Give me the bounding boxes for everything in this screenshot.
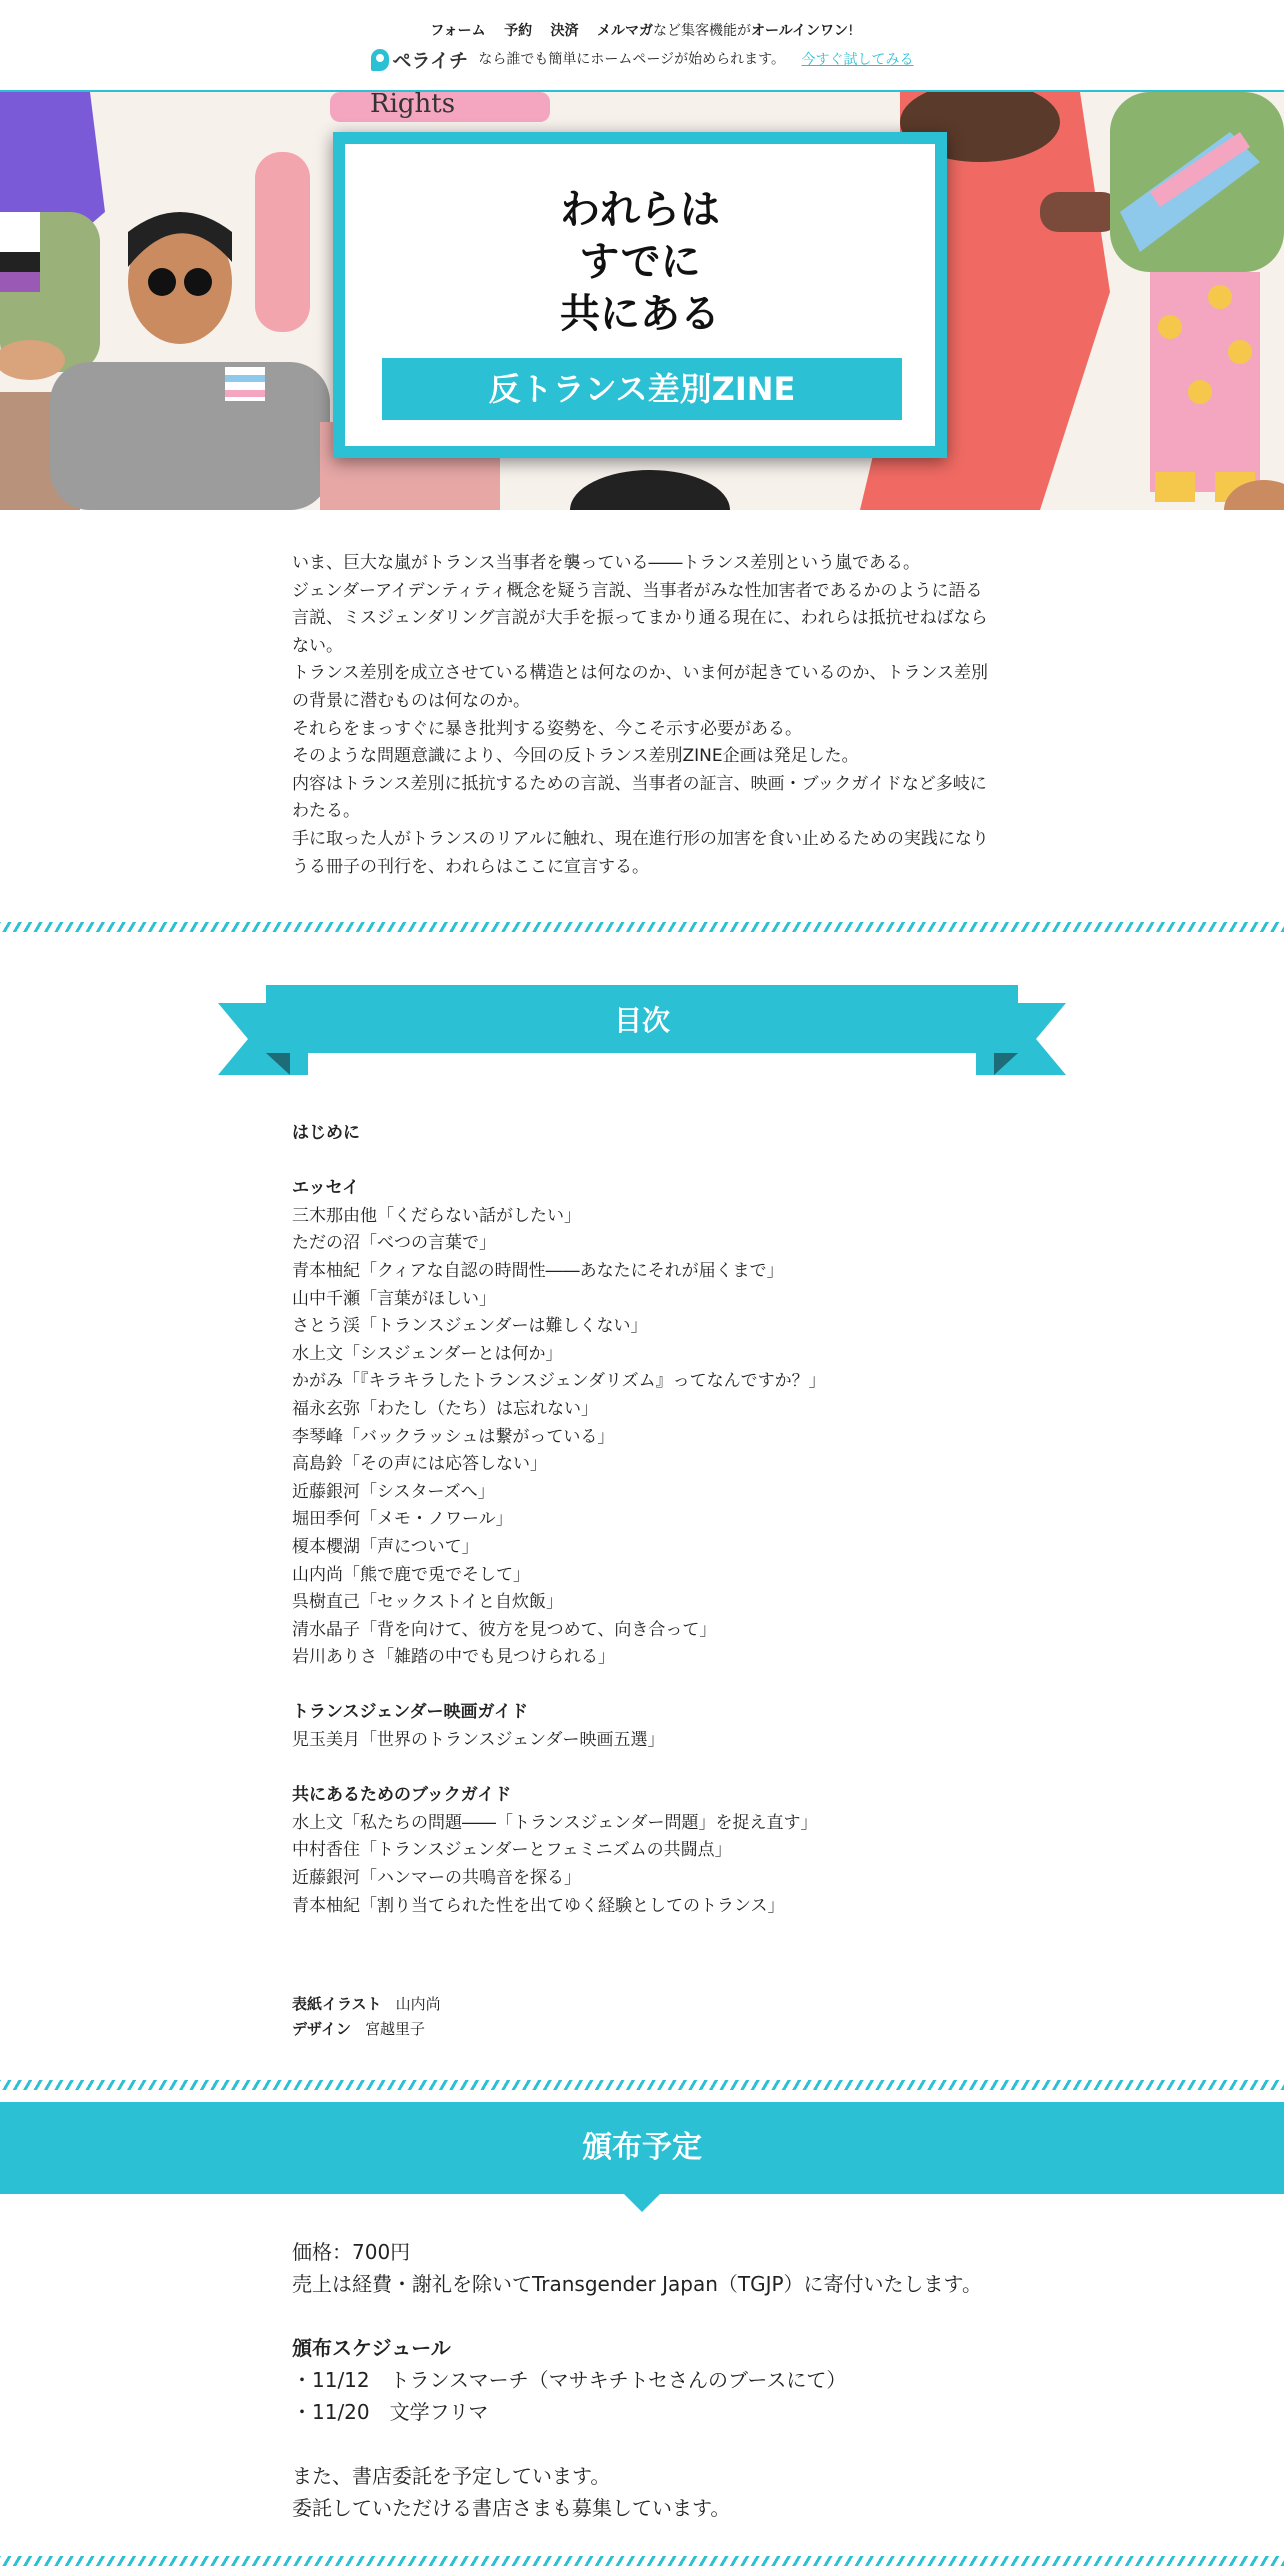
- note-text: また、書店委託を予定しています。: [292, 2464, 611, 2488]
- promo-tagline-row: [0, 46, 1284, 73]
- intro-paragraph: ジェンダーアイデンティティ概念を疑う言説、当事者がみな性加害者であるかのように語る言説、ミスジェンダリング言説が大手を振ってまかり通る現在に、われらは抵抗せねばならない。: [292, 580, 988, 656]
- peraichi-logo-icon: [371, 49, 389, 71]
- stripe-divider: [0, 2556, 1284, 2566]
- try-now-link[interactable]: 今すぐ試してみる: [801, 51, 914, 68]
- toc-item: 青本柚紀「クィアな自認の時間性――あなたにそれが届くまで」: [292, 1260, 784, 1281]
- toc-heading: エッセイ: [292, 1178, 360, 1199]
- toc-item: 高島鈴「その声には応答しない」: [292, 1454, 547, 1475]
- toc-list: [292, 1120, 1052, 1920]
- hero-title-line: われらは: [560, 187, 720, 233]
- hero-title-card: [333, 132, 947, 458]
- promo-tagline: なら誰でも簡単にホームページが始められます。: [478, 51, 786, 68]
- promo-item-payment: 決済: [550, 23, 579, 39]
- schedule-heading: 頒布スケジュール: [292, 2336, 451, 2360]
- distribution-title: 頒布予定: [582, 2130, 702, 2165]
- toc-heading: 共にあるためのブックガイド: [292, 1785, 512, 1806]
- intro-paragraph: そのような問題意識により、今回の反トランス差別ZINE企画は発足した。: [292, 746, 859, 767]
- toc-item: 李琴峰「バックラッシュは繋がっている」: [292, 1426, 615, 1447]
- toc-title: 目次: [613, 1004, 670, 1037]
- sign-text: Rights: [370, 92, 456, 119]
- intro-paragraph: 内容はトランス差別に抵抗するための言説、当事者の証言、映画・ブックガイドなど多岐にわたる。: [292, 773, 987, 822]
- schedule-item: ・11/12 トランスマーチ（マサキチトセさんのブースにて）: [292, 2368, 847, 2392]
- toc-item: 青本柚紀「割り当てられた性を出てゆく経験としてのトランス」: [292, 1895, 785, 1916]
- note-text: 委託していただける書店さまも募集しています。: [292, 2496, 731, 2520]
- intro-paragraph: いま、巨大な嵐がトランス当事者を襲っている――トランス差別という嵐である。: [292, 553, 920, 573]
- hero-section: [0, 92, 1284, 510]
- credit-name: 宮越里子: [364, 2020, 425, 2038]
- hero-title-line: すでに: [579, 239, 701, 285]
- toc-item: 三木那由他「くだらない話がしたい」: [292, 1205, 581, 1226]
- toc-item: 榎本櫻湖「声について」: [292, 1536, 479, 1557]
- toc-heading: はじめに: [292, 1123, 360, 1143]
- hero-subtitle-badge: 反トランス差別ZINE: [382, 358, 902, 420]
- toc-item: 清水晶子「背を向けて、彼方を見つめて、向き合って」: [292, 1619, 717, 1640]
- intro-paragraph: 手に取った人がトランスのリアルに触れ、現在進行形の加害を食い止めるための実践になりうる冊子の刊行を、われらはここに宣言する。: [292, 828, 989, 877]
- toc-item: 福永玄弥「わたし（たち）は忘れない」: [292, 1398, 598, 1419]
- stripe-divider: [0, 2080, 1284, 2090]
- toc-item: 近藤銀河「シスターズへ」: [292, 1481, 495, 1502]
- promo-allinone: オールインワン: [751, 23, 849, 39]
- brand-name: ペライチ: [392, 50, 468, 72]
- credit-row: [292, 1992, 441, 2017]
- toc-item: 水上文「シスジェンダーとは何か」: [292, 1343, 563, 1364]
- intro-paragraph: それらをまっすぐに暴き批判する姿勢を、今こそ示す必要がある。: [292, 718, 802, 739]
- toc-item: 中村香住「トランスジェンダーとフェミニズムの共闘点」: [292, 1840, 732, 1861]
- peraichi-logo[interactable]: [371, 46, 468, 73]
- toc-item: かがみ「『キラキラしたトランスジェンダリズム』ってなんですか？」: [292, 1371, 826, 1392]
- intro-text: [292, 550, 992, 881]
- price-text: 価格：700円: [292, 2240, 411, 2264]
- credit-role: 表紙イラスト: [292, 1995, 382, 2013]
- promo-item-reserve: 予約: [504, 23, 533, 39]
- toc-item: ただの沼「べつの言葉で」: [292, 1233, 496, 1254]
- hero-title-line: 共にある: [560, 291, 720, 337]
- toc-item: 山中千瀬「言葉がほしい」: [292, 1288, 496, 1309]
- toc-item: 児玉美月「世界のトランスジェンダー映画五選」: [292, 1730, 665, 1751]
- credits: [292, 1992, 441, 2042]
- promo-text: など集客機能が: [653, 23, 751, 39]
- promo-bar: [0, 0, 1284, 92]
- hero-title: [345, 184, 935, 340]
- toc-item: 水上文「私たちの問題――「トランスジェンダー問題」を捉え直す」: [292, 1812, 818, 1833]
- toc-item: 近藤銀河「ハンマーの共鳴音を探る」: [292, 1868, 581, 1889]
- toc-item: さとう渓「トランスジェンダーは難しくない」: [292, 1316, 648, 1337]
- schedule-item: ・11/20 文学フリマ: [292, 2400, 489, 2424]
- promo-features: [0, 20, 1284, 40]
- promo-item-mailmag: メルマガ: [597, 23, 653, 39]
- intro-paragraph: トランス差別を成立させている構造とは何なのか、いま何が起きているのか、トランス差別の背景に潜むものは何なのか。: [292, 663, 988, 711]
- hero-title-card-inner: [345, 144, 935, 446]
- credit-name: 山内尚: [395, 1995, 441, 2013]
- toc-heading: トランスジェンダー映画ガイド: [292, 1702, 528, 1723]
- promo-item-form: フォーム: [430, 23, 486, 39]
- toc-ribbon: [218, 985, 1066, 1075]
- credit-row: [292, 2017, 441, 2042]
- toc-item: 山内尚「熊で鹿で兎でそして」: [292, 1564, 530, 1585]
- credit-role: デザイン: [292, 2020, 351, 2038]
- distribution-header: [0, 2102, 1284, 2194]
- distribution-notch: [624, 2194, 660, 2212]
- toc-item: 堀田季何「メモ・ノワール」: [292, 1509, 513, 1530]
- toc-item: 岩川ありさ「雑踏の中でも見つけられる」: [292, 1647, 615, 1668]
- donation-text: 売上は経費・謝礼を除いてTransgender Japan（TGJP）に寄付いたします。: [292, 2272, 982, 2296]
- distribution-info: [292, 2236, 1092, 2524]
- stripe-divider: [0, 922, 1284, 932]
- toc-item: 呉樹直己「セックストイと自炊飯」: [292, 1592, 563, 1613]
- promo-exclaim: !: [848, 23, 854, 39]
